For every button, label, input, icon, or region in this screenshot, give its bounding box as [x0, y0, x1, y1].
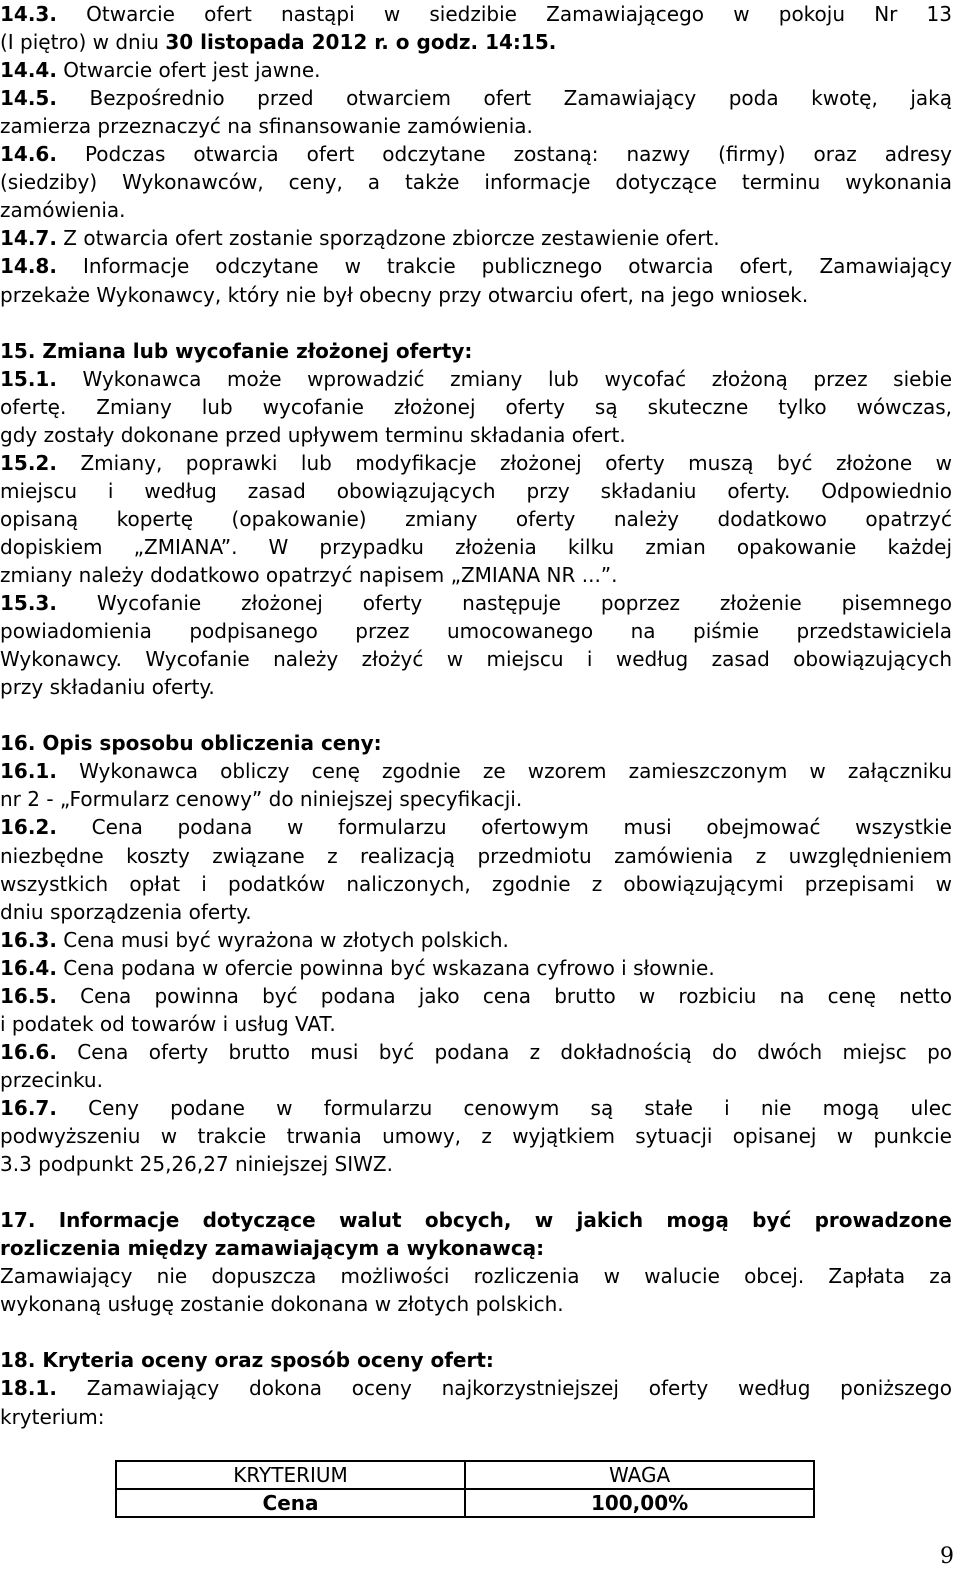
text-line	[0, 645, 952, 673]
text-line	[0, 533, 952, 561]
paragraph-text: Zamawiający nie dopuszcza możliwości rozliczenia w walucie obcej. Zapłata za	[0, 1264, 952, 1289]
heading-text: 15. Zmiana lub wycofanie złożonej oferty:	[0, 338, 473, 363]
paragraph-text: dopiskiem „ZMIANA”. W przypadku złożenia kilku zmian opakowanie każdej	[0, 534, 952, 559]
text-line	[0, 477, 952, 505]
paragraph-text: powiadomienia podpisanego przez umocowanego na piśmie przedstawiciela	[0, 619, 952, 644]
paragraph-text: Cena podana w formularzu ofertowym musi obejmować wszystkie	[56, 815, 952, 840]
text-line	[0, 1094, 952, 1122]
paragraph-text: dniu sporządzenia oferty.	[0, 899, 252, 924]
text-line	[0, 1290, 952, 1318]
heading-text: 17. Informacje dotyczące walut obcych, w jakich mogą być prowadzone	[0, 1208, 952, 1233]
paragraph-text: zamówienia.	[0, 198, 126, 223]
page-number: 9	[940, 1544, 954, 1569]
text-line	[0, 365, 952, 393]
heading-text: rozliczenia między zamawiającym a wykonawcą:	[0, 1236, 545, 1261]
section-heading	[0, 729, 952, 757]
text-line	[0, 1122, 952, 1150]
paragraph-text: zmiany należy dodatkowo opatrzyć napisem „ZMIANA NR ...”.	[0, 563, 618, 587]
text-line	[0, 785, 952, 813]
text-line	[0, 954, 952, 982]
paragraph-text: i podatek od towarów i usług VAT.	[0, 1011, 336, 1036]
text-line	[0, 1262, 952, 1290]
text-line	[0, 449, 952, 477]
table-row	[116, 1489, 814, 1517]
text-line	[0, 393, 952, 421]
table-cell-weight: 100,00%	[465, 1489, 814, 1517]
text-line	[0, 196, 952, 224]
text-line	[0, 1038, 952, 1066]
text-line	[0, 84, 952, 112]
text-line	[0, 168, 952, 196]
text-line	[0, 1374, 952, 1402]
paragraph-text: nr 2 - „Formularz cenowy” do niniejszej specyfikacji.	[0, 787, 523, 812]
paragraph-text: Podczas otwarcia ofert odczytane zostaną: nazwy (firmy) oraz adresy	[56, 142, 952, 167]
heading-text: 18. Kryteria oceny oraz sposób oceny ofert:	[0, 1348, 494, 1373]
paragraph-text: gdy zostały dokonane przed upływem terminu składania ofert.	[0, 422, 626, 447]
text-line	[0, 813, 952, 841]
paragraph-text: przecinku.	[0, 1067, 103, 1092]
text-line	[0, 0, 952, 28]
text-line	[0, 281, 952, 309]
text-line	[0, 898, 952, 926]
paragraph-text: Cena podana w ofercie powinna być wskazana cyfrowo i słownie.	[56, 955, 715, 980]
section-heading	[0, 1234, 952, 1262]
section-heading	[0, 337, 952, 365]
paragraph-text: niezbędne koszty związane z realizacją przedmiotu zamówienia z uwzględnieniem	[0, 843, 952, 868]
text-line	[0, 1066, 952, 1094]
table-header-weight: WAGA	[465, 1461, 814, 1489]
text-line	[0, 112, 952, 140]
text-line	[0, 252, 952, 280]
text-line	[0, 870, 952, 898]
paragraph-text: Cena musi być wyrażona w złotych polskich.	[56, 927, 509, 952]
paragraph-text: ofertę. Zmiany lub wycofanie złożonej oferty są skuteczne tylko wówczas,	[0, 394, 952, 419]
paragraph-number: 16.1.	[0, 759, 57, 784]
table-cell-criterion: Cena	[116, 1489, 465, 1517]
text-line	[0, 1010, 952, 1038]
paragraph-text: Cena powinna być podana jako cena brutto w rozbiciu na cenę netto	[56, 983, 952, 1008]
bold-text: 30 listopada 2012 r. o godz. 14:15.	[165, 30, 557, 55]
paragraph-number: 14.4.	[0, 58, 57, 83]
paragraph-number: 16.5.	[0, 983, 57, 1008]
paragraph-text: (I piętro) w dniu	[0, 30, 166, 55]
text-line	[0, 589, 952, 617]
paragraph-text: Ceny podane w formularzu cenowym są stałe i nie mogą ulec	[56, 1095, 952, 1120]
paragraph-text: przy składaniu oferty.	[0, 675, 215, 700]
text-line	[0, 757, 952, 785]
table-header-criterion: KRYTERIUM	[116, 1461, 465, 1489]
text-line	[0, 926, 952, 954]
section-heading	[0, 1206, 952, 1234]
paragraph-number: 16.3.	[0, 927, 57, 952]
paragraph-number: 14.3.	[0, 2, 57, 26]
text-line	[0, 28, 952, 56]
paragraph-text: Bezpośrednio przed otwarciem ofert Zamawiający poda kwotę, jaką	[56, 86, 952, 111]
paragraph-number: 14.8.	[0, 254, 57, 279]
paragraph-text: Otwarcie ofert jest jawne.	[56, 58, 321, 83]
paragraph-number: 15.3.	[0, 591, 57, 616]
paragraph-number: 16.7.	[0, 1095, 57, 1120]
paragraph-number: 18.1.	[0, 1376, 57, 1401]
text-line	[0, 1150, 952, 1178]
paragraph-text: kryterium:	[0, 1404, 105, 1429]
criteria-table	[115, 1460, 815, 1518]
text-line	[0, 1403, 952, 1431]
paragraph-number: 16.6.	[0, 1039, 57, 1064]
heading-text: 16. Opis sposobu obliczenia ceny:	[0, 731, 382, 756]
paragraph-text: Informacje odczytane w trakcie publicznego otwarcia ofert, Zamawiający	[56, 254, 952, 279]
paragraph-text: Zmiany, poprawki lub modyfikacje złożonej oferty muszą być złożone w	[56, 450, 952, 475]
paragraph-text: zamierza przeznaczyć na sfinansowanie zamówienia.	[0, 114, 533, 139]
paragraph-text: Cena oferty brutto musi być podana z dokładnością do dwóch miejsc po	[56, 1039, 952, 1064]
section-heading	[0, 1346, 952, 1374]
paragraph-text: podwyższeniu w trakcie trwania umowy, z wyjątkiem sytuacji opisanej w punkcie	[0, 1124, 952, 1148]
paragraph-text: opisaną kopertę (opakowanie) zmiany oferty należy dodatkowo opatrzyć	[0, 506, 952, 531]
paragraph-text: wszystkich opłat i podatków naliczonych, zgodnie z obowiązującymi przepisami w	[0, 871, 952, 896]
paragraph-text: Z otwarcia ofert zostanie sporządzone zbiorcze zestawienie ofert.	[56, 226, 720, 251]
text-line	[0, 982, 952, 1010]
text-line	[0, 309, 952, 337]
text-line	[0, 701, 952, 729]
paragraph-text: Wykonawca może wprowadzić zmiany lub wycofać złożoną przez siebie	[56, 366, 952, 391]
text-line	[0, 505, 952, 533]
paragraph-number: 15.1.	[0, 366, 57, 391]
paragraph-text: 3.3 podpunkt 25,26,27 niniejszej SIWZ.	[0, 1152, 393, 1177]
text-line	[0, 224, 952, 252]
text-line	[0, 617, 952, 645]
text-line	[0, 56, 952, 84]
text-line	[0, 1178, 952, 1206]
paragraph-text: Wycofanie złożonej oferty następuje poprzez złożenie pisemnego	[56, 591, 952, 616]
paragraph-number: 16.2.	[0, 815, 57, 840]
text-line	[0, 561, 952, 589]
paragraph-number: 14.6.	[0, 142, 57, 167]
paragraph-number: 14.5.	[0, 86, 57, 111]
paragraph-text: Zamawiający dokona oceny najkorzystniejszej oferty według poniższego	[56, 1376, 952, 1401]
paragraph-text: przekaże Wykonawcy, który nie był obecny przy otwarciu ofert, na jego wniosek.	[0, 282, 809, 307]
text-line	[0, 421, 952, 449]
paragraph-text: miejscu i według zasad obowiązujących przy składaniu oferty. Odpowiednio	[0, 478, 952, 503]
text-line	[0, 673, 952, 701]
text-line	[0, 1318, 952, 1346]
paragraph-number: 16.4.	[0, 955, 57, 980]
paragraph-number: 15.2.	[0, 450, 57, 475]
paragraph-text: Otwarcie ofert nastąpi w siedzibie Zamawiającego w pokoju Nr 13	[56, 2, 952, 26]
text-line	[0, 842, 952, 870]
text-line	[0, 140, 952, 168]
table-header-row	[116, 1461, 814, 1489]
paragraph-text: (siedziby) Wykonawców, ceny, a także informacje dotyczące terminu wykonania	[0, 170, 952, 195]
paragraph-number: 14.7.	[0, 226, 57, 251]
paragraph-text: Wykonawca obliczy cenę zgodnie ze wzorem zamieszczonym w załączniku	[56, 759, 952, 784]
paragraph-text: Wykonawcy. Wycofanie należy złożyć w miejscu i według zasad obowiązujących	[0, 647, 952, 672]
paragraph-text: wykonaną usługę zostanie dokonana w złotych polskich.	[0, 1292, 564, 1317]
